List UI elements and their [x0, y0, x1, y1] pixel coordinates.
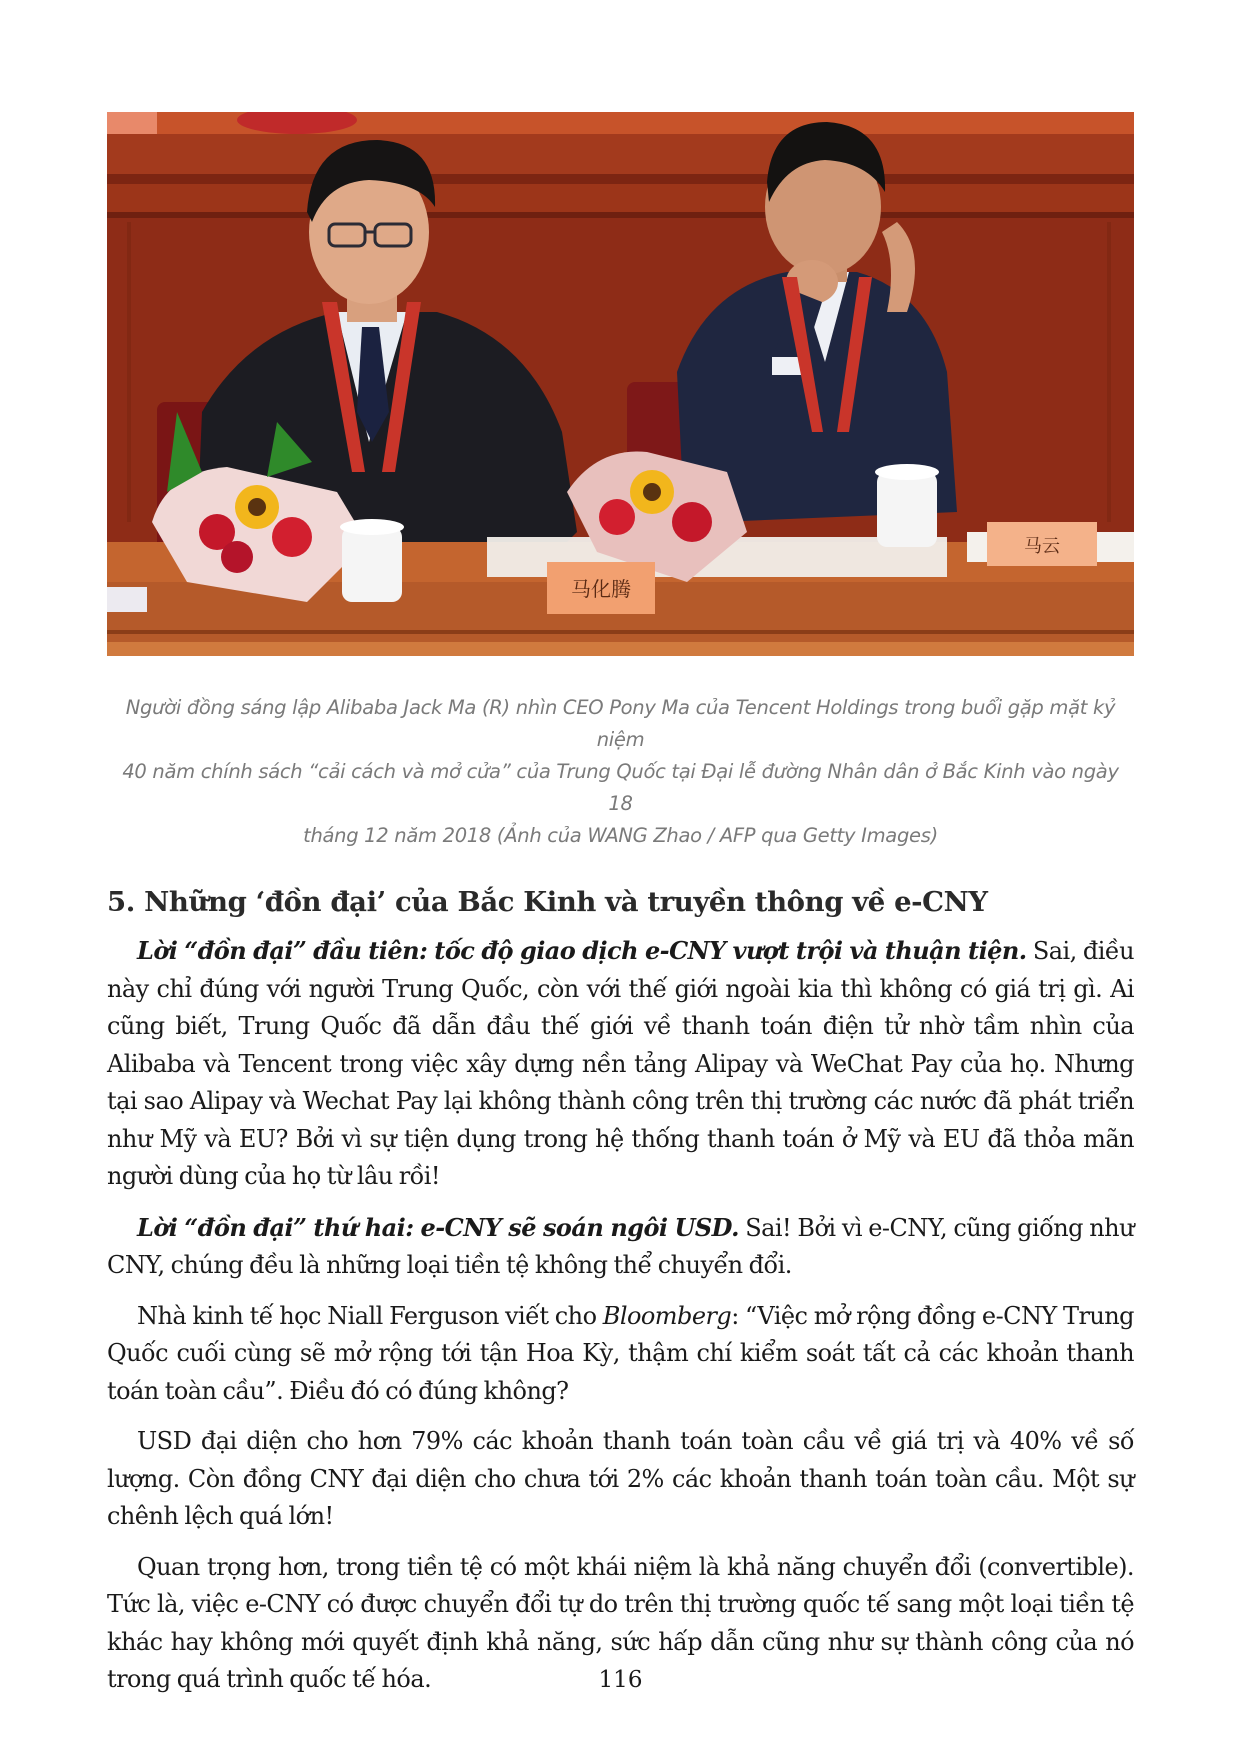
- paragraph-rumor-1: [107, 932, 1134, 1196]
- news-photo: [107, 112, 1134, 656]
- paragraph-text: Sai! Bởi vì e-CNY, cũng giống như CNY, chúng đều là những loại tiền tệ không thể chuyển đổi.: [107, 1213, 1134, 1279]
- paragraph-lead: Lời “đồn đại” thứ hai: e-CNY sẽ soán ngôi USD.: [137, 1212, 739, 1242]
- caption-line: 40 năm chính sách “cải cách và mở cửa” của Trung Quốc tại Đại lễ đường Nhân dân ở Bắc Kinh vào ngày 18: [122, 760, 1119, 815]
- paragraph-ferguson-quote: [107, 1298, 1134, 1411]
- svg-text:马化腾: 马化腾: [571, 577, 631, 601]
- paragraph-lead: Lời “đồn đại” đầu tiên: tốc độ giao dịch e-CNY vượt trội và thuận tiện.: [137, 936, 1027, 965]
- paragraph-rumor-2: [107, 1209, 1134, 1285]
- svg-text:马云: 马云: [1024, 536, 1060, 557]
- caption-line: tháng 12 năm 2018 (Ảnh của WANG Zhao / AFP qua Getty Images): [303, 824, 938, 847]
- section-heading: 5. Những ‘đồn đại’ của Bắc Kinh và truyền thông về e-CNY: [107, 886, 988, 918]
- paragraph-convertibility: Quan trọng hơn, trong tiền tệ có một khái niệm là khả năng chuyển đổi (convertible). Tức là, việc e-CNY có được chuyển đổi tự do trên thị trường quốc tế sang một loại tiền tệ khác hay không mới quyết định khả năng, sức hấp dẫn cũng như sự thành công của nó trong quá trình quốc tế hóa.: [107, 1552, 1134, 1693]
- paragraph-usd-share: USD đại diện cho hơn 79% các khoản thanh toán toàn cầu về giá trị và 40% về số lượng. Còn đồng CNY đại diện cho chưa tới 2% các khoản thanh toán toàn cầu. Một sự chênh lệch quá lớn!: [107, 1427, 1134, 1530]
- photo-illustration: [107, 112, 1134, 656]
- paragraph-text: Nhà kinh tế học Niall Ferguson viết cho: [137, 1301, 603, 1330]
- photo-caption: [107, 692, 1134, 852]
- paragraph-text: Sai, điều này chỉ đúng với người Trung Quốc, còn với thế giới ngoài kia thì không có giá trị gì. Ai cũng biết, Trung Quốc đã dẫn đầu thế giới về thanh toán điện tử nhờ tầm nhìn của Alibaba và Tencent trong việc xây dựng nền tảng Alipay và WeChat Pay của họ. Nhưng tại sao Alipay và Wechat Pay lại không thành công trên thị trường các nước đã phát triển như Mỹ và EU? Bởi vì sự tiện dụng trong hệ thống thanh toán ở Mỹ và EU đã thỏa mãn người dùng của họ từ lâu rồi!: [107, 937, 1134, 1190]
- publication-name: Bloomberg: [602, 1301, 732, 1330]
- paragraph-text: : “Việc mở rộng đồng e-CNY Trung Quốc cuối cùng sẽ mở rộng tới tận Hoa Kỳ, thậm chí kiểm soát tất cả các khoản thanh toán toàn cầu”. Điều đó có đúng không?: [107, 1301, 1134, 1405]
- caption-line: Người đồng sáng lập Alibaba Jack Ma (R) nhìn CEO Pony Ma của Tencent Holdings trong buổi gặp mặt kỷ niệm: [125, 696, 1116, 751]
- page-number: 116: [598, 1667, 643, 1693]
- book-page: [107, 112, 1134, 1712]
